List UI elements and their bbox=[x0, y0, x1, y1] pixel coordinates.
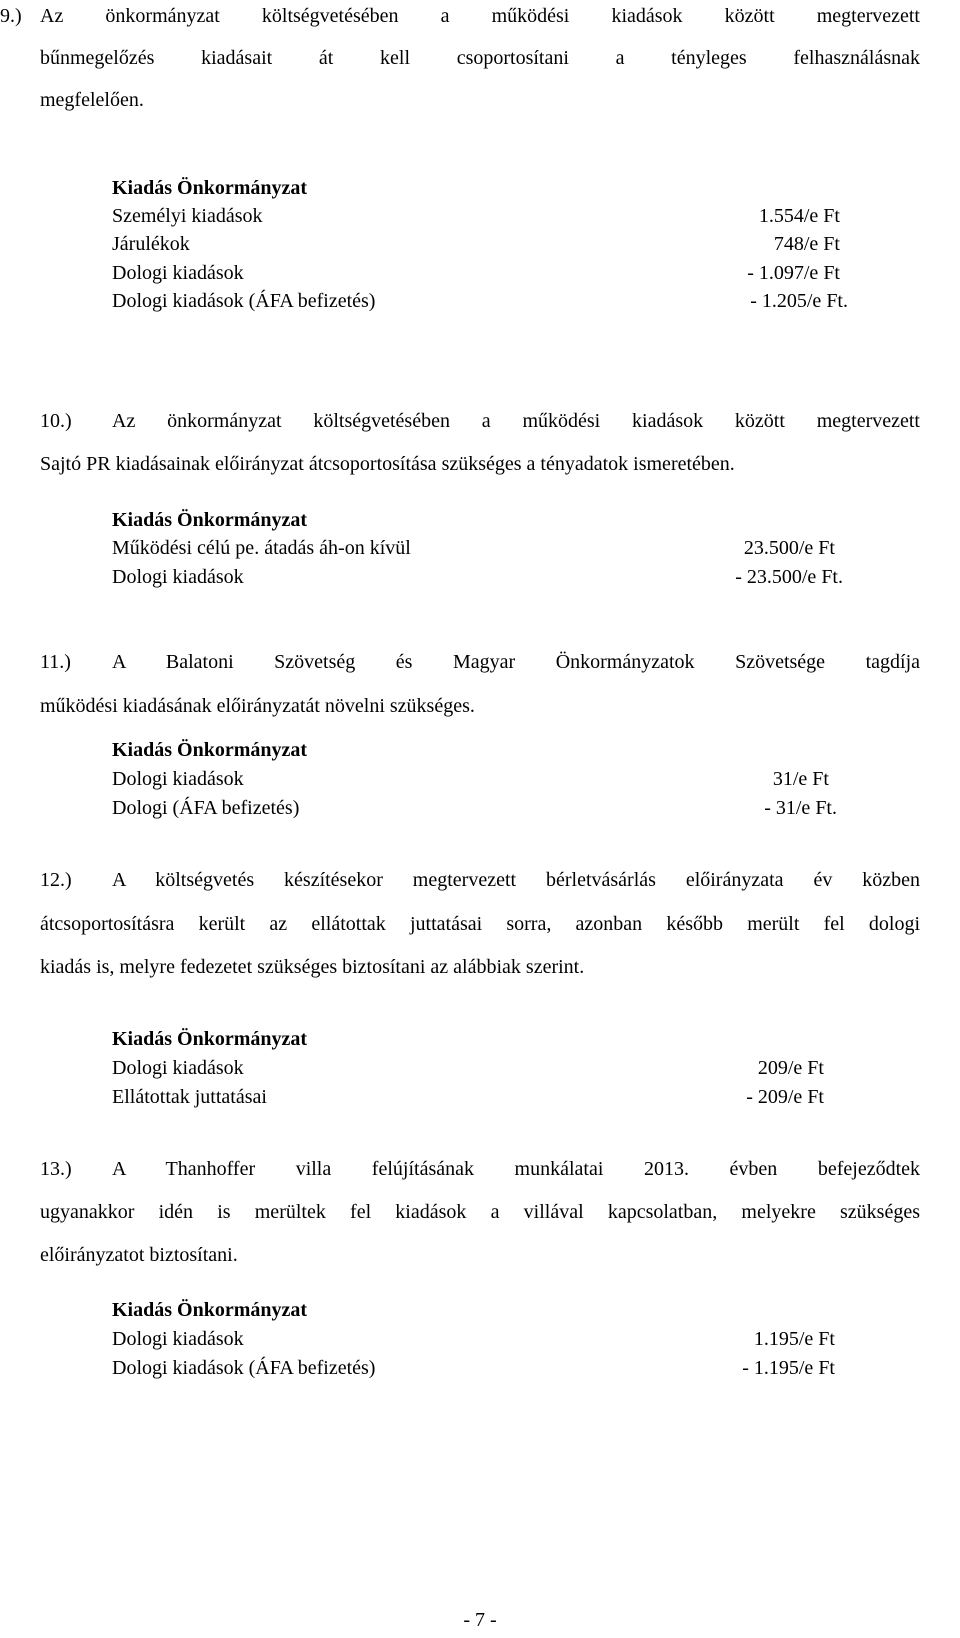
paragraph bbox=[40, 1200, 920, 1224]
row-label: Működési célú pe. átadás áh-on kívül bbox=[112, 537, 411, 559]
paragraph-line: megfelelően. bbox=[40, 89, 144, 111]
section-number: 12.) bbox=[40, 869, 72, 891]
paragraph-line: előirányzatot biztosítani. bbox=[40, 1244, 238, 1266]
row-label: Dologi (ÁFA befizetés) bbox=[112, 797, 300, 819]
paragraph-line: ugyanakkor idén is merültek fel kiadások a villával kapcsolatban, melyekre szükséges bbox=[40, 1201, 920, 1223]
row-label: Ellátottak juttatásai bbox=[112, 1086, 267, 1108]
table-heading: Kiadás Önkormányzat bbox=[112, 739, 308, 761]
row-amount: 1.195/e Ft bbox=[753, 1328, 835, 1350]
table-heading: Kiadás Önkormányzat bbox=[112, 177, 308, 199]
paragraph-line: A Balatoni Szövetség és Magyar Önkormányzatok Szövetsége tagdíja bbox=[112, 651, 920, 673]
row-amount: - 1.097/e Ft bbox=[747, 262, 840, 284]
row-label: Dologi kiadások (ÁFA befizetés) bbox=[112, 1357, 376, 1379]
row-label: Dologi kiadások bbox=[112, 566, 244, 588]
row-amount: 23.500/e Ft bbox=[743, 537, 835, 559]
table-heading: Kiadás Önkormányzat bbox=[112, 1028, 308, 1050]
paragraph bbox=[40, 46, 920, 70]
section-number: 11.) bbox=[40, 651, 71, 673]
row-amount: - 209/e Ft bbox=[746, 1086, 824, 1108]
row-amount: - 31/e Ft. bbox=[764, 797, 837, 819]
table-heading: Kiadás Önkormányzat bbox=[112, 509, 308, 531]
paragraph-line: Sajtó PR kiadásainak előirányzat átcsoportosítása szükséges a tényadatok ismeretében. bbox=[40, 453, 735, 475]
section-number: 9.) bbox=[0, 5, 22, 27]
row-amount: - 1.205/e Ft. bbox=[750, 290, 848, 312]
row-amount: 209/e Ft bbox=[757, 1057, 824, 1079]
paragraph-line: A költségvetés készítésekor megtervezett bérletvásárlás előirányzata év közben bbox=[112, 869, 920, 891]
row-amount: - 1.195/e Ft bbox=[742, 1357, 835, 1379]
table-heading: Kiadás Önkormányzat bbox=[112, 1299, 308, 1321]
row-label: Dologi kiadások bbox=[112, 1057, 244, 1079]
row-label: Dologi kiadások bbox=[112, 768, 244, 790]
paragraph-line: Az önkormányzat költségvetésében a működési kiadások között megtervezett bbox=[40, 5, 920, 27]
paragraph-line: A Thanhoffer villa felújításának munkálatai 2013. évben befejeződtek bbox=[112, 1158, 920, 1180]
row-label: Dologi kiadások bbox=[112, 1328, 244, 1350]
paragraph-line: Az önkormányzat költségvetésében a működési kiadások között megtervezett bbox=[112, 410, 920, 432]
paragraph-line: működési kiadásának előirányzatát növelni szükséges. bbox=[40, 695, 475, 717]
row-amount: 1.554/e Ft bbox=[758, 205, 840, 227]
section-number: 13.) bbox=[40, 1158, 72, 1180]
row-label: Dologi kiadások (ÁFA befizetés) bbox=[112, 290, 376, 312]
row-label: Személyi kiadások bbox=[112, 205, 263, 227]
row-label: Járulékok bbox=[112, 233, 190, 255]
section-number: 10.) bbox=[40, 410, 72, 432]
paragraph-line: bűnmegelőzés kiadásait át kell csoportosítani a tényleges felhasználásnak bbox=[40, 47, 920, 69]
row-label: Dologi kiadások bbox=[112, 262, 244, 284]
paragraph-line: átcsoportosításra került az ellátottak juttatásai sorra, azonban később merült fel dologi bbox=[40, 913, 920, 935]
paragraph bbox=[40, 912, 920, 936]
row-amount: - 23.500/e Ft. bbox=[735, 566, 843, 588]
row-amount: 748/e Ft bbox=[773, 233, 840, 255]
page-number: - 7 - bbox=[463, 1609, 497, 1631]
paragraph-line: kiadás is, melyre fedezetet szükséges biztosítani az alábbiak szerint. bbox=[40, 956, 585, 978]
row-amount: 31/e Ft bbox=[772, 768, 829, 790]
